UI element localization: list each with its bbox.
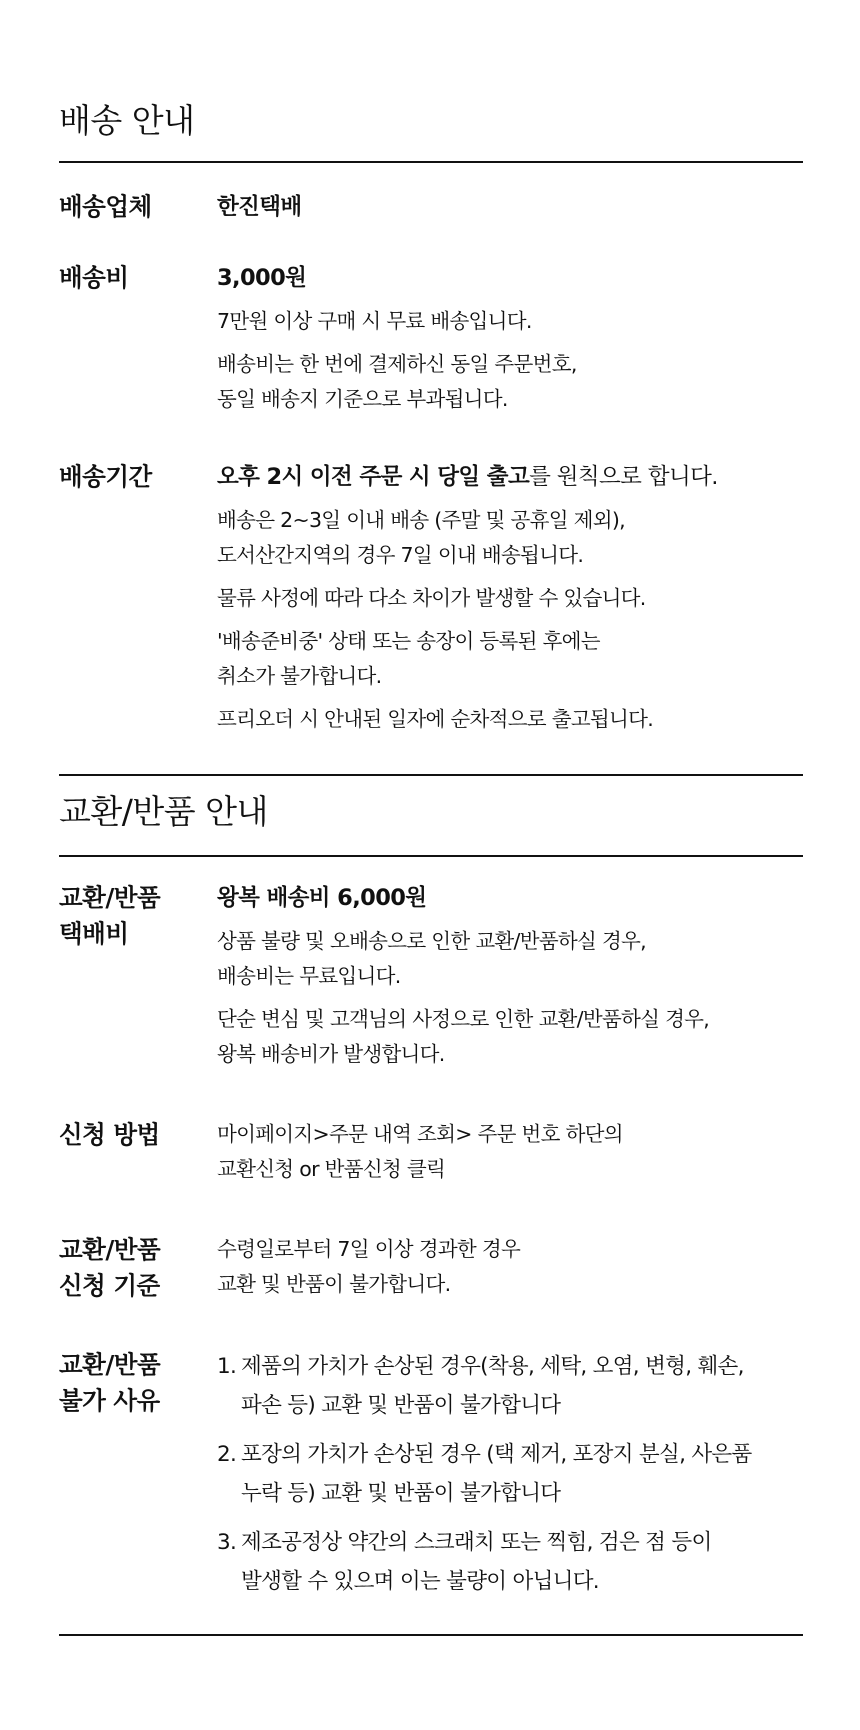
delivery-period-value: [217, 459, 807, 495]
restriction-item-text: 포장의 가치가 손상된 경우 (택 제거, 포장지 분실, 사은품 누락 등) 교환 및 반품이 불가합니다: [241, 1442, 752, 1506]
delivery-period-content: [217, 459, 807, 737]
exchange-criteria-content: [217, 1232, 807, 1302]
delivery-carrier-label: 배송업체: [59, 192, 152, 221]
delivery-period-note: 프리오더 시 안내된 일자에 순차적으로 출고됩니다.: [217, 707, 654, 731]
delivery-fee-note: 배송비는 한 번에 결제하신 동일 주문번호, 동일 배송지 기준으로 부과됩니다.: [217, 352, 577, 411]
exchange-method-text: 마이페이지>주문 내역 조회> 주문 번호 하단의 교환신청 or 반품신청 클릭: [217, 1122, 623, 1181]
restriction-item-text: 제조공정상 약간의 스크래치 또는 찍힘, 검은 점 등이 발생할 수 있으며 이는 불량이 아닙니다.: [241, 1530, 712, 1594]
delivery-section-title: 배송 안내: [59, 101, 195, 140]
exchange-fee-note: 단순 변심 및 고객님의 사정으로 인한 교환/반품하실 경우, 왕복 배송비가 발생합니다.: [217, 1007, 710, 1066]
exchange-criteria-label: 교환/반품 신청 기준: [59, 1235, 161, 1300]
delivery-period-value-bold: 오후 2시 이전 주문 시 당일 출고: [217, 464, 530, 490]
restriction-item-number: 1.: [217, 1354, 237, 1379]
exchange-criteria-text: 수령일로부터 7일 이상 경과한 경우 교환 및 반품이 불가합니다.: [217, 1237, 521, 1296]
delivery-period-note: 물류 사정에 따라 다소 차이가 발생할 수 있습니다.: [217, 586, 646, 610]
delivery-fee-label: 배송비: [59, 263, 129, 292]
exchange-method-content: [217, 1117, 807, 1187]
restriction-item: [217, 1435, 807, 1513]
delivery-carrier-content: [217, 189, 807, 225]
exchange-fee-note: 상품 불량 및 오배송으로 인한 교환/반품하실 경우, 배송비는 무료입니다.: [217, 929, 646, 988]
delivery-period-value-rest: 를 원칙으로 합니다.: [529, 464, 718, 490]
delivery-fee-note: 7만원 이상 구매 시 무료 배송입니다.: [217, 309, 532, 333]
exchange-title-divider: [59, 855, 803, 857]
exchange-fee-content: [217, 880, 807, 1072]
restrictions-list: [217, 1347, 807, 1601]
section-divider: [59, 774, 803, 776]
exchange-restrictions-content: [217, 1347, 807, 1611]
delivery-title-divider: [59, 161, 803, 163]
restriction-item: [217, 1347, 807, 1425]
restriction-item-number: 2.: [217, 1442, 237, 1467]
bottom-divider: [59, 1634, 803, 1636]
exchange-fee-label: 교환/반품 택배비: [59, 883, 161, 948]
exchange-fee-value: 왕복 배송비 6,000원: [217, 885, 427, 911]
exchange-section-title: 교환/반품 안내: [59, 792, 268, 831]
exchange-method-label: 신청 방법: [59, 1120, 160, 1149]
delivery-fee-content: [217, 260, 807, 417]
restriction-item-text: 제품의 가치가 손상된 경우(착용, 세탁, 오염, 변형, 훼손, 파손 등) 교환 및 반품이 불가합니다: [241, 1354, 744, 1418]
delivery-period-label: 배송기간: [59, 462, 152, 491]
exchange-restrictions-label: 교환/반품 불가 사유: [59, 1350, 161, 1415]
restriction-item-number: 3.: [217, 1530, 237, 1555]
delivery-period-note: '배송준비중' 상태 또는 송장이 등록된 후에는 취소가 불가합니다.: [217, 629, 600, 688]
delivery-carrier-value: 한진택배: [217, 194, 302, 220]
delivery-period-note: 배송은 2~3일 이내 배송 (주말 및 공휴일 제외), 도서산간지역의 경우 7일 이내 배송됩니다.: [217, 508, 625, 567]
restriction-item: [217, 1523, 807, 1601]
delivery-fee-value: 3,000원: [217, 265, 307, 291]
